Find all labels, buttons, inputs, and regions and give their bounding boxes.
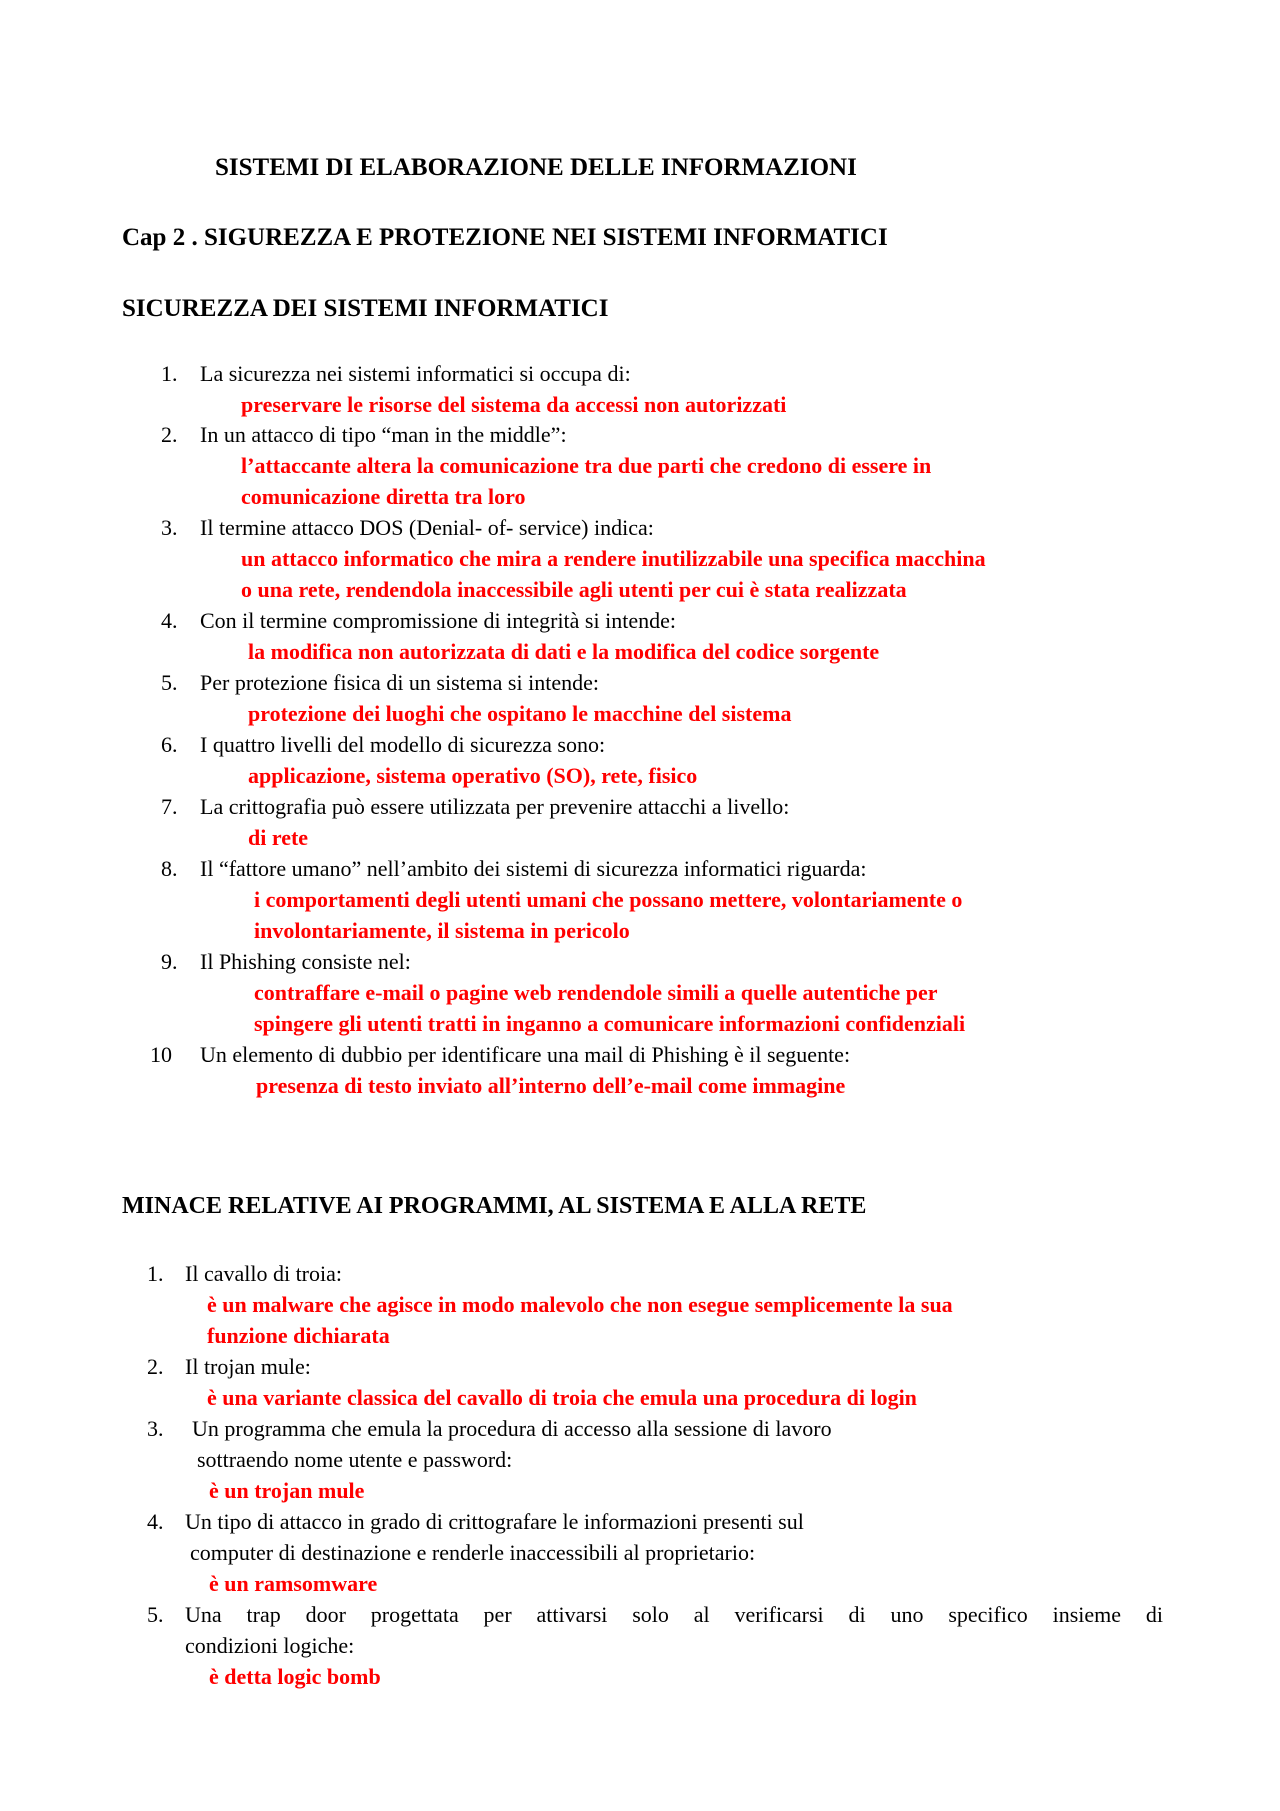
item-number: 1.	[161, 361, 178, 386]
question-text: Una trap door progettata per attivarsi solo al verificarsi di uno specifico insieme di	[185, 1602, 1163, 1627]
question-text: Un tipo di attacco in grado di crittografare le informazioni presenti sul	[185, 1509, 804, 1534]
question-text: Il trojan mule:	[185, 1354, 311, 1379]
answer-text: è un malware che agisce in modo malevolo che non esegue semplicemente la sua	[207, 1292, 953, 1317]
item-number: 3.	[161, 515, 178, 540]
answer-text: l’attaccante altera la comunicazione tra due parti che credono di essere in	[241, 453, 932, 478]
item-number: 3.	[147, 1416, 164, 1441]
item-number: 2.	[161, 422, 178, 447]
answer-text: un attacco informatico che mira a rendere inutilizzabile una specifica macchina	[241, 546, 986, 571]
item-number: 8.	[161, 856, 178, 881]
answer-text: è una variante classica del cavallo di troia che emula una procedura di login	[207, 1385, 917, 1410]
answer-text: la modifica non autorizzata di dati e la modifica del codice sorgente	[248, 639, 880, 664]
answer-text: è detta logic bomb	[209, 1664, 381, 1689]
item-number: 2.	[147, 1354, 164, 1379]
question-text: condizioni logiche:	[185, 1633, 355, 1658]
section-heading-minace: MINACE RELATIVE AI PROGRAMMI, AL SISTEMA E ALLA RETE	[122, 1193, 867, 1219]
answer-text: spingere gli utenti tratti in inganno a comunicare informazioni confidenziali	[254, 1011, 966, 1036]
chapter-heading: Cap 2 . SIGUREZZA E PROTEZIONE NEI SISTEMI INFORMATICI	[122, 224, 888, 251]
question-text: computer di destinazione e renderle inaccessibili al proprietario:	[190, 1540, 756, 1565]
item-number: 10	[150, 1042, 172, 1067]
item-number: 1.	[147, 1261, 164, 1286]
answer-text: preservare le risorse del sistema da accessi non autorizzati	[241, 392, 787, 417]
answer-text: di rete	[248, 825, 309, 850]
question-text: Il “fattore umano” nell’ambito dei sistemi di sicurezza informatici riguarda:	[200, 856, 867, 881]
item-number: 6.	[161, 732, 178, 757]
item-number: 9.	[161, 949, 178, 974]
item-number: 7.	[161, 794, 178, 819]
answer-text: funzione dichiarata	[207, 1323, 390, 1348]
question-text: La crittografia può essere utilizzata per prevenire attacchi a livello:	[200, 794, 790, 819]
question-text: Un programma che emula la procedura di accesso alla sessione di lavoro	[192, 1416, 832, 1441]
section-heading-sicurezza: SICUREZZA DEI SISTEMI INFORMATICI	[122, 295, 609, 322]
answer-text: applicazione, sistema operativo (SO), rete, fisico	[248, 763, 698, 788]
question-text: Il Phishing consiste nel:	[200, 949, 411, 974]
question-text: La sicurezza nei sistemi informatici si occupa di:	[200, 361, 631, 386]
answer-text: protezione dei luoghi che ospitano le macchine del sistema	[248, 701, 792, 726]
question-text: Il cavallo di troia:	[185, 1261, 342, 1286]
question-text: I quattro livelli del modello di sicurezza sono:	[200, 732, 606, 757]
question-text: sottraendo nome utente e password:	[197, 1447, 513, 1472]
item-number: 4.	[147, 1509, 164, 1534]
answer-text: o una rete, rendendola inaccessibile agli utenti per cui è stata realizzata	[241, 577, 907, 602]
question-text: Per protezione fisica di un sistema si intende:	[200, 670, 599, 695]
question-text: Un elemento di dubbio per identificare una mail di Phishing è il seguente:	[200, 1042, 851, 1067]
answer-text: è un ramsomware	[209, 1571, 378, 1596]
item-number: 4.	[161, 608, 178, 633]
item-number: 5.	[161, 670, 178, 695]
question-text: In un attacco di tipo “man in the middle”:	[200, 422, 567, 447]
answer-text: contraffare e-mail o pagine web rendendole simili a quelle autentiche per	[254, 980, 938, 1005]
question-text: Il termine attacco DOS (Denial- of- service) indica:	[200, 515, 654, 540]
answer-text: è un trojan mule	[209, 1478, 365, 1503]
question-text: Con il termine compromissione di integrità si intende:	[200, 608, 676, 633]
answer-text: involontariamente, il sistema in pericolo	[254, 918, 630, 943]
document-title: SISTEMI DI ELABORAZIONE DELLE INFORMAZIONI	[215, 154, 857, 181]
answer-text: i comportamenti degli utenti umani che possano mettere, volontariamente o	[254, 887, 963, 912]
answer-text: comunicazione diretta tra loro	[241, 484, 526, 509]
item-number: 5.	[147, 1602, 164, 1627]
answer-text: presenza di testo inviato all’interno dell’e-mail come immagine	[256, 1073, 846, 1098]
